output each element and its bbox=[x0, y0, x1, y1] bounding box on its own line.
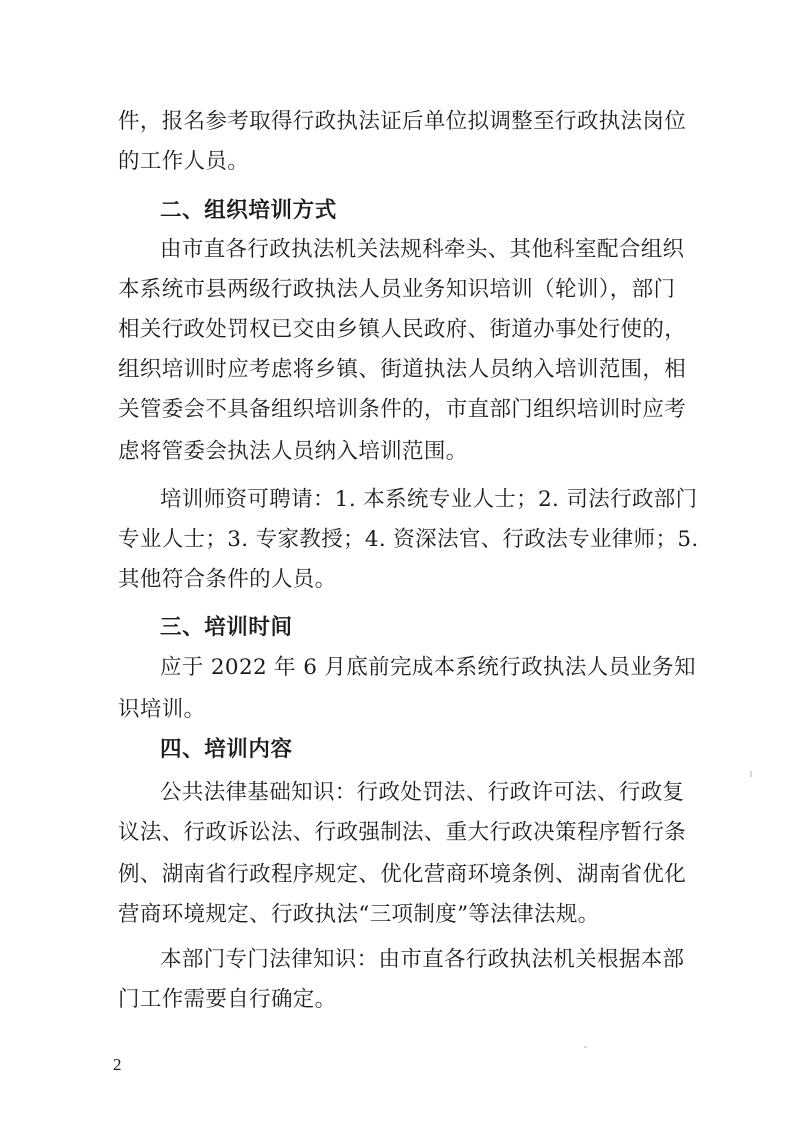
paragraph-line: 培训师资可聘请：1. 本系统专业人士；2. 司法行政部门 bbox=[160, 487, 698, 512]
section-heading-training-method: 二、组织培训方式 bbox=[160, 198, 337, 223]
paragraph-line: 本部门专门法律知识：由市直各行政执法机关根据本部 bbox=[160, 947, 685, 972]
paragraph-line: 议法、行政诉讼法、行政强制法、重大行政决策程序暂行条 bbox=[118, 820, 687, 845]
paragraph-line: 应于 2022 年 6 月底前完成本系统行政执法人员业务知 bbox=[160, 655, 696, 680]
paragraph-line: 组织培训时应考虑将乡镇、街道执法人员纳入培训范围，相 bbox=[118, 357, 687, 382]
paragraph-line-end: 营商环境规定、行政执法“三项制度”等法律法规。 bbox=[118, 902, 600, 927]
scan-speck bbox=[584, 1046, 587, 1048]
page-number: 2 bbox=[113, 1055, 122, 1074]
paragraph-line-end: 虑将管委会执法人员纳入培训范围。 bbox=[118, 439, 468, 464]
scan-speck bbox=[750, 771, 752, 777]
paragraph-line: 例、湖南省行政程序规定、优化营商环境条例、湖南省优化 bbox=[118, 862, 687, 887]
paragraph-line: 由市直各行政执法机关法规科牵头、其他科室配合组织 bbox=[160, 237, 685, 262]
paragraph-line-continued: 件，报名参考取得行政执法证后单位拟调整至行政执法岗位 bbox=[118, 109, 687, 134]
paragraph-line: 公共法律基础知识：行政处罚法、行政许可法、行政复 bbox=[160, 780, 685, 805]
paragraph-line-end: 其他符合条件的人员。 bbox=[118, 567, 337, 592]
paragraph-line: 相关行政处罚权已交由乡镇人民政府、街道办事处行使的， bbox=[118, 317, 687, 342]
paragraph-line-end: 的工作人员。 bbox=[118, 149, 250, 174]
section-heading-training-time: 三、培训时间 bbox=[160, 615, 293, 640]
paragraph-line: 本系统市县两级行政执法人员业务知识培训（轮训），部门 bbox=[118, 277, 676, 302]
section-heading-training-content: 四、培训内容 bbox=[160, 737, 293, 762]
paragraph-line-end: 门工作需要自行确定。 bbox=[118, 987, 337, 1012]
paragraph-line: 关管委会不具备组织培训条件的，市直部门组织培训时应考 bbox=[118, 397, 687, 422]
paragraph-line: 专业人士；3. 专家教授；4. 资深法官、行政法专业律师；5. bbox=[118, 527, 699, 552]
paragraph-line-end: 识培训。 bbox=[118, 697, 206, 722]
